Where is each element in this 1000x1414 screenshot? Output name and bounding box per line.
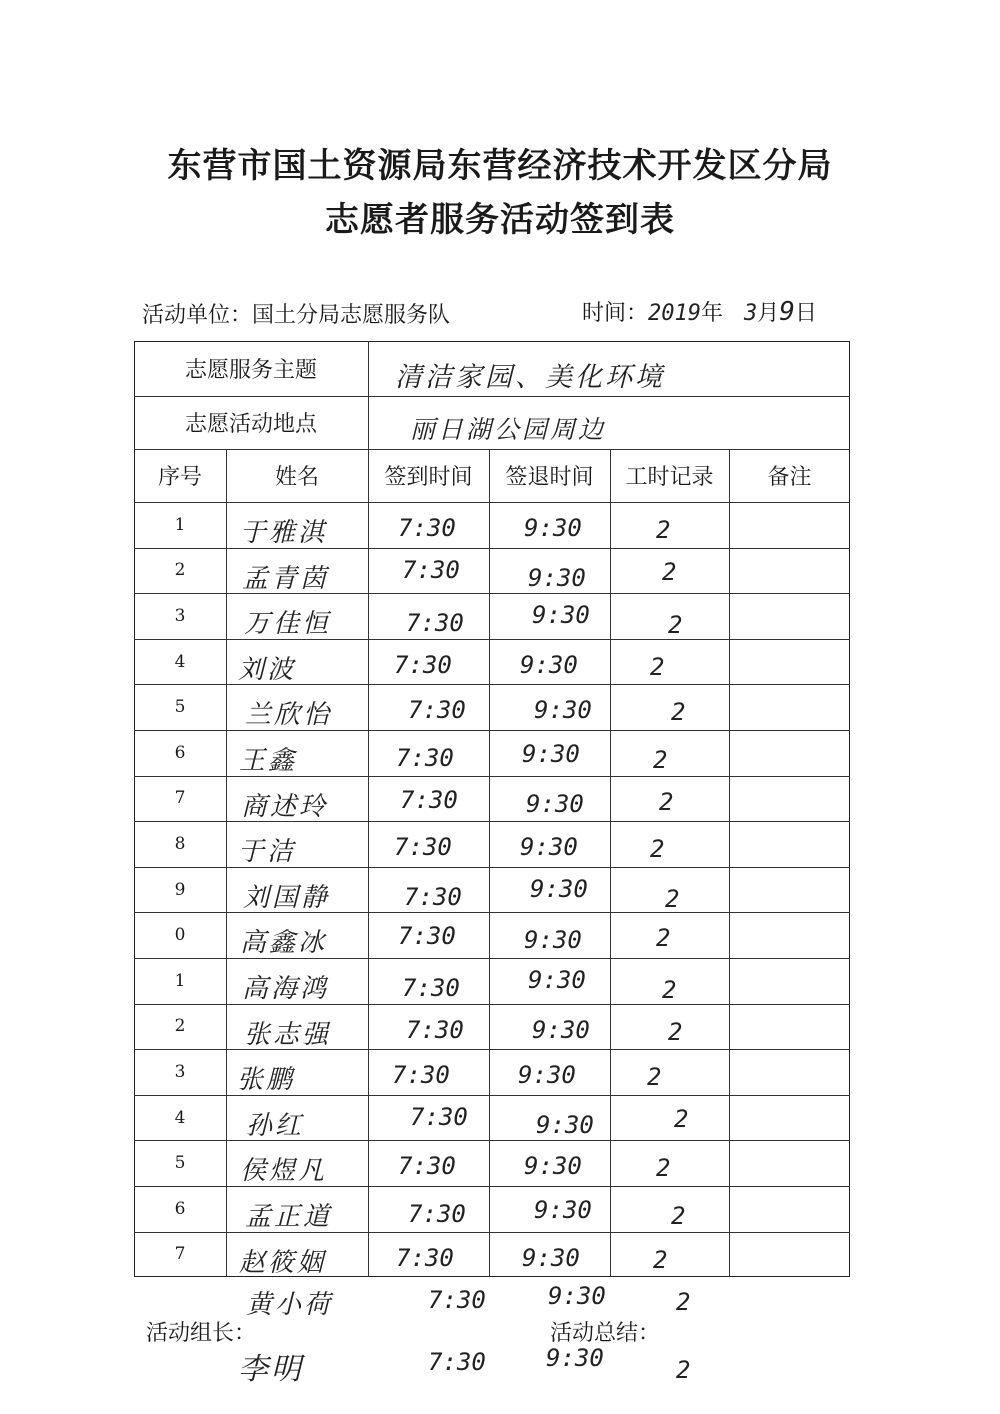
unit-value: 国土分局志愿服务队	[252, 303, 451, 328]
row-signin: 7:30	[392, 1061, 450, 1090]
row-number: 0	[174, 925, 186, 946]
location-value: 丽日湖公园周边	[410, 415, 607, 444]
row-signin: 7:30	[394, 650, 452, 679]
table-hline	[134, 1232, 850, 1233]
extra-out-1: 9:30	[548, 1282, 606, 1310]
document-title-line1: 东营市国土资源局东营经济技术开发区分局	[167, 146, 833, 186]
header-remarks: 备注	[767, 465, 812, 490]
row-hours: 2	[653, 746, 668, 774]
row-number: 3	[174, 605, 186, 626]
extra-hours-1: 2	[676, 1288, 691, 1316]
row-name: 张鹏	[237, 1065, 296, 1096]
table-vline	[489, 449, 490, 1277]
row-hours: 2	[650, 835, 665, 864]
leader-label: 活动组长：	[146, 1321, 257, 1346]
row-number: 2	[174, 1016, 186, 1037]
table-hline	[134, 1140, 850, 1141]
time-day-unit: 日	[794, 301, 817, 326]
row-number: 6	[174, 1198, 186, 1219]
summary-label: 活动总结：	[550, 1321, 661, 1346]
row-signout: 9:30	[520, 650, 578, 679]
row-signout: 9:30	[532, 601, 590, 630]
row-signin: 7:30	[408, 696, 466, 725]
time-year: 2019	[648, 301, 701, 326]
row-hours: 2	[671, 1202, 686, 1230]
row-name: 刘波	[238, 654, 297, 685]
time-year-unit: 年	[701, 301, 724, 326]
row-hours: 2	[656, 1154, 671, 1183]
row-name: 侯煜凡	[240, 1156, 328, 1187]
row-signout: 9:30	[524, 1152, 582, 1181]
row-signin: 7:30	[400, 785, 458, 814]
row-signout: 9:30	[536, 1110, 594, 1139]
row-number: 6	[174, 742, 186, 763]
header-name: 姓名	[274, 465, 319, 490]
row-number: 1	[174, 970, 186, 991]
row-name: 于雅淇	[240, 518, 328, 548]
row-signin: 7:30	[406, 1015, 464, 1044]
table-hline	[134, 912, 850, 913]
row-hours: 2	[674, 1104, 689, 1133]
row-name: 王鑫	[239, 746, 298, 776]
row-hours: 2	[671, 698, 686, 727]
row-hours: 2	[662, 557, 677, 586]
table-vline	[226, 449, 227, 1277]
row-signout: 9:30	[528, 966, 586, 994]
time-month-unit: 月	[757, 301, 780, 326]
row-number: 7	[174, 1244, 186, 1265]
row-number: 5	[174, 697, 186, 718]
time-day: 9	[779, 297, 795, 327]
row-number: 7	[174, 788, 186, 809]
row-signin: 7:30	[398, 922, 456, 951]
row-number: 1	[174, 514, 186, 535]
row-number: 3	[174, 1061, 186, 1082]
row-hours: 2	[656, 516, 671, 544]
row-number: 4	[174, 651, 186, 672]
row-name: 高鑫冰	[240, 928, 328, 959]
row-signout: 9:30	[518, 1061, 576, 1090]
table-hline	[134, 730, 850, 731]
row-hours: 2	[665, 884, 680, 913]
row-hours: 2	[659, 787, 674, 816]
row-signout: 9:30	[534, 696, 592, 725]
row-name: 高海鸿	[242, 974, 330, 1004]
row-signout: 9:30	[530, 874, 588, 903]
row-signin: 7:30	[398, 514, 456, 542]
row-signout: 9:30	[526, 789, 584, 818]
row-hours: 2	[662, 976, 677, 1004]
row-hours: 2	[647, 1063, 662, 1092]
row-signout: 9:30	[524, 926, 582, 955]
row-name: 兰欣怡	[245, 700, 333, 731]
table-hline	[134, 1049, 850, 1050]
header-no: 序号	[157, 465, 202, 490]
row-signout: 9:30	[520, 833, 578, 862]
row-name: 赵筱姻	[239, 1247, 327, 1278]
row-signout: 9:30	[522, 740, 580, 768]
activity-unit	[142, 298, 450, 329]
row-signout: 9:30	[532, 1015, 590, 1044]
row-number: 8	[174, 833, 186, 854]
theme-value: 清洁家园、美化环境	[395, 362, 665, 393]
extra-name-2: 李明	[238, 1352, 304, 1387]
extra-hours-2: 2	[676, 1356, 691, 1384]
header-signin-time: 签到时间	[384, 465, 473, 490]
row-signout: 9:30	[528, 563, 586, 592]
table-vline	[610, 449, 611, 1277]
row-name: 于洁	[238, 837, 297, 868]
document-title-line2: 志愿者服务活动签到表	[325, 200, 675, 240]
row-number: 9	[174, 879, 186, 900]
row-name: 张志强	[244, 1019, 332, 1050]
row-signin: 7:30	[402, 974, 460, 1002]
theme-label: 志愿服务主题	[184, 358, 317, 383]
extra-in-2: 7:30	[428, 1348, 486, 1376]
row-hours: 2	[668, 611, 683, 640]
row-hours: 2	[656, 924, 671, 953]
row-hours: 2	[653, 1245, 668, 1274]
extra-out-2: 9:30	[546, 1344, 604, 1372]
row-signin: 7:30	[404, 882, 462, 911]
row-number: 2	[174, 560, 186, 581]
row-signout: 9:30	[524, 514, 582, 542]
row-signin: 7:30	[398, 1152, 456, 1181]
row-signin: 7:30	[396, 744, 454, 772]
row-signin: 7:30	[396, 1243, 454, 1272]
table-vline	[729, 449, 730, 1277]
row-number: 5	[174, 1153, 186, 1174]
row-signin: 7:30	[402, 555, 460, 584]
header-hours: 工时记录	[625, 465, 714, 490]
row-hours: 2	[668, 1017, 683, 1046]
unit-label: 活动单位：	[142, 303, 253, 328]
row-signin: 7:30	[406, 609, 464, 638]
time-label: 时间：	[582, 301, 649, 326]
location-label: 志愿活动地点	[184, 412, 317, 437]
extra-in-1: 7:30	[428, 1286, 486, 1314]
extra-name-1: 黄小荷	[246, 1290, 334, 1320]
row-hours: 2	[650, 652, 665, 681]
table-hline	[134, 502, 850, 503]
row-signout: 9:30	[534, 1196, 592, 1224]
row-name: 刘国静	[243, 882, 331, 913]
activity-date	[582, 296, 817, 327]
row-name: 商述玲	[241, 791, 329, 822]
row-name: 孟青茵	[242, 563, 330, 594]
header-signout-time: 签退时间	[505, 465, 594, 490]
row-signin: 7:30	[408, 1200, 466, 1228]
row-number: 4	[174, 1107, 186, 1128]
row-name: 孙红	[246, 1110, 305, 1141]
row-signin: 7:30	[410, 1102, 468, 1131]
table-hline	[134, 639, 850, 640]
row-name: 孟正道	[245, 1202, 333, 1232]
row-signin: 7:30	[394, 833, 452, 862]
time-month: 3	[744, 301, 758, 326]
row-signout: 9:30	[522, 1243, 580, 1272]
row-name: 万佳恒	[244, 609, 332, 640]
